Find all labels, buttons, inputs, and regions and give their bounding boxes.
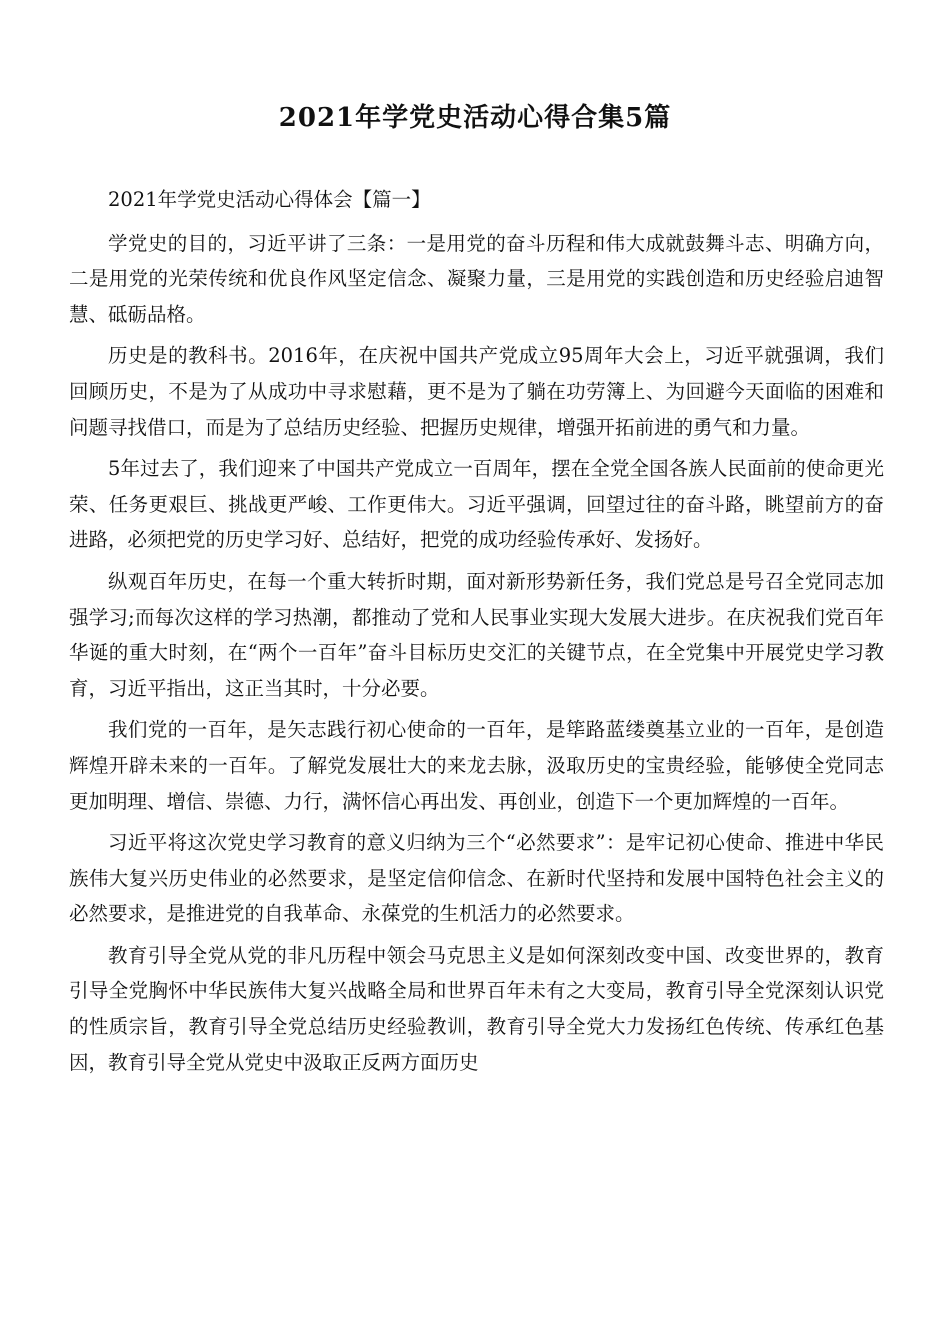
paragraph-6: 习近平将这次党史学习教育的意义归纳为三个“必然要求”：是牢记初心使命、推进中华民族伟大复兴历史伟业的必然要求，是坚定信仰信念、在新时代坚持和发展中国特色社会主义的必然要求，是推进党的自我革命、永葆党的生机活力的必然要求。: [69, 831, 884, 926]
paragraph-4: 纵观百年历史，在每一个重大转折时期，面对新形势新任务，我们党总是号召全党同志加强学习;而每次这样的学习热潮，都推动了党和人民事业实现大发展大进步。在庆祝我们党百年华诞的重大时刻，在“两个一百年”奋斗目标历史交汇的关键节点，在全党集中开展党史学习教育，习近平指出，这正当其时，十分必要。: [69, 569, 884, 700]
section-heading: 2021年学党史活动心得体会【篇一】: [108, 188, 431, 211]
document-title: 2021年学党史活动心得合集5篇: [278, 103, 672, 133]
paragraph-5: 我们党的一百年，是矢志践行初心使命的一百年，是筚路蓝缕奠基立业的一百年，是创造辉煌开辟未来的一百年。了解党发展壮大的来龙去脉，汲取历史的宝贵经验，能够使全党同志更加明理、增信、崇德、力行，满怀信心再出发、再创业，创造下一个更加辉煌的一百年。: [69, 718, 884, 813]
paragraph-2: 历史是的教科书。2016年，在庆祝中国共产党成立95周年大会上，习近平就强调，我们回顾历史，不是为了从成功中寻求慰藉，更不是为了躺在功劳簿上、为回避今天面临的困难和问题寻找借口，而是为了总结历史经验、把握历史规律，增强开拓前进的勇气和力量。: [69, 344, 884, 439]
paragraph-1: 学党史的目的，习近平讲了三条：一是用党的奋斗历程和伟大成就鼓舞斗志、明确方向，二是用党的光荣传统和优良作风坚定信念、凝聚力量，三是用党的实践创造和历史经验启迪智慧、砥砺品格。: [69, 231, 884, 326]
document-body: [69, 182, 884, 1080]
paragraph-7: 教育引导全党从党的非凡历程中领会马克思主义是如何深刻改变中国、改变世界的，教育引导全党胸怀中华民族伟大复兴战略全局和世界百年未有之大变局，教育引导全党深刻认识党的性质宗旨，教育引导全党总结历史经验教训，教育引导全党大力发扬红色传统、传承红色基因，教育引导全党从党史中汲取正反两方面历史: [69, 943, 884, 1074]
paragraph-3: 5年过去了，我们迎来了中国共产党成立一百周年，摆在全党全国各族人民面前的使命更光荣、任务更艰巨、挑战更严峻、工作更伟大。习近平强调，回望过往的奋斗路，眺望前方的奋进路，必须把党的历史学习好、总结好，把党的成功经验传承好、发扬好。: [69, 457, 884, 552]
